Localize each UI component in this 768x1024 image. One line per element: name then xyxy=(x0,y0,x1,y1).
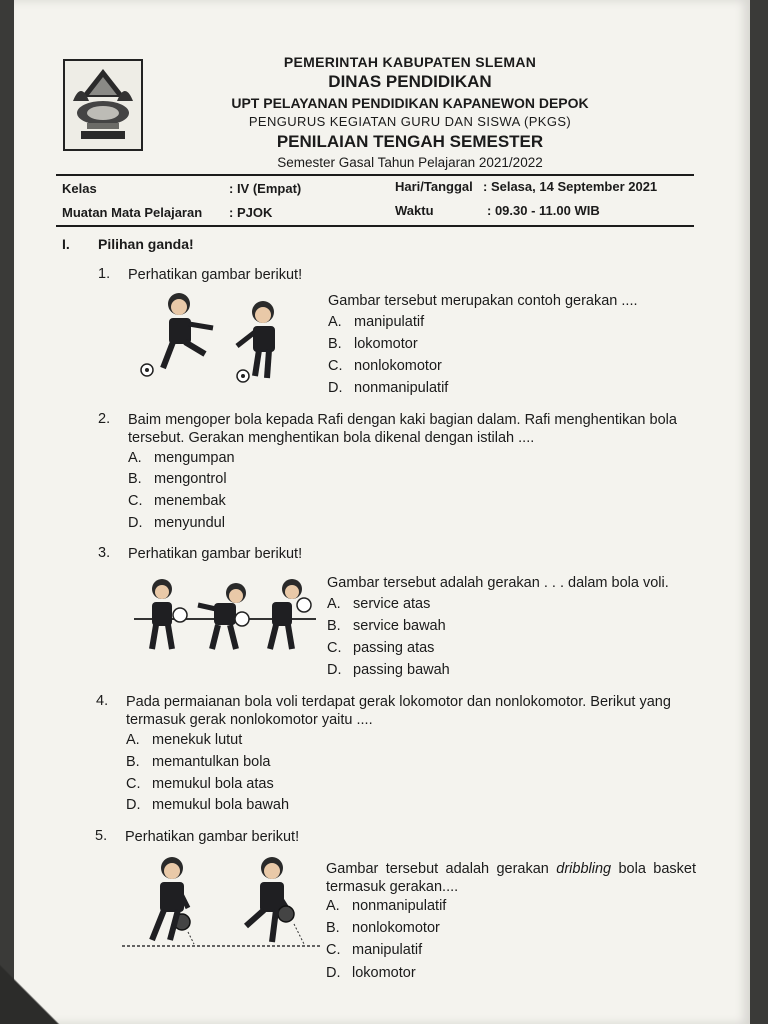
question-4-number: 4. xyxy=(96,693,109,709)
section-title: Pilihan ganda! xyxy=(98,236,194,252)
question-3-text: Gambar tersebut adalah gerakan . . . dalam bola voli. xyxy=(327,575,669,591)
kids-kicking-ball-illustration xyxy=(135,290,285,395)
question-1-option-d[interactable]: D. nonmanipulatif xyxy=(328,380,449,396)
header-office: DINAS PENDIDIKAN xyxy=(328,72,492,91)
regency-crest-icon xyxy=(63,59,143,151)
exam-title: PENILAIAN TENGAH SEMESTER xyxy=(276,132,544,151)
question-3-option-d[interactable]: D. passing bawah xyxy=(327,662,450,678)
question-1-option-b[interactable]: B. lokomotor xyxy=(328,336,418,352)
question-5-text: Gambar tersebut adalah gerakan dribbling bola basket termasuk gerakan.... xyxy=(326,861,696,895)
paper-shadow-corner xyxy=(0,964,60,1024)
question-1-intro: Perhatikan gambar berikut! xyxy=(128,267,303,283)
question-2-text: Baim mengoper bola kepada Rafi dengan kaki bagian dalam. Rafi menghentikan bola tersebut. Gerakan menghentikan bola dikenal dengan istilah .... xyxy=(128,412,677,446)
question-1-number: 1. xyxy=(98,266,111,282)
question-2-number: 2. xyxy=(98,411,111,427)
question-4-option-b[interactable]: B. memantulkan bola xyxy=(126,754,271,770)
question-1-option-c[interactable]: C. nonlokomotor xyxy=(328,358,442,374)
question-5-number: 5. xyxy=(95,828,108,844)
hari-label: Hari/Tanggal xyxy=(395,179,473,194)
question-3-option-b[interactable]: B. service bawah xyxy=(327,618,446,634)
header-upt: UPT PELAYANAN PENDIDIKAN KAPANEWON DEPOK xyxy=(231,95,589,111)
question-2-option-a[interactable]: A. mengumpan xyxy=(128,450,235,466)
question-2-option-d[interactable]: D. menyundul xyxy=(128,515,225,531)
info-divider xyxy=(56,225,694,227)
question-3-number: 3. xyxy=(98,545,111,561)
question-5-option-b[interactable]: B. nonlokomotor xyxy=(326,920,440,936)
section-number: I. xyxy=(62,236,70,252)
question-3-option-c[interactable]: C. passing atas xyxy=(327,640,435,656)
question-4-option-d[interactable]: D. memukul bola bawah xyxy=(126,797,290,813)
header-divider xyxy=(56,174,694,176)
question-3-intro: Perhatikan gambar berikut! xyxy=(128,546,303,562)
question-1-option-a[interactable]: A. manipulatif xyxy=(328,314,425,330)
header-pkgs: PENGURUS KEGIATAN GURU DAN SISWA (PKGS) xyxy=(248,114,572,129)
question-4-option-c[interactable]: C. memukul bola atas xyxy=(126,776,274,792)
hari-value: : Selasa, 14 September 2021 xyxy=(483,179,658,194)
kids-dribbling-basketball-illustration xyxy=(122,852,322,957)
kelas-label: Kelas xyxy=(62,181,97,196)
header-government: PEMERINTAH KABUPATEN SLEMAN xyxy=(283,54,537,70)
question-5-option-a[interactable]: A. nonmanipulatif xyxy=(326,898,447,914)
kelas-value: : IV (Empat) xyxy=(229,181,302,196)
question-1-text: Gambar tersebut merupakan contoh gerakan .... xyxy=(328,293,638,309)
kids-volleyball-serve-illustration xyxy=(132,575,318,664)
mapel-value: : PJOK xyxy=(229,205,273,220)
mapel-label: Muatan Mata Pelajaran xyxy=(62,205,203,220)
waktu-label: Waktu xyxy=(395,203,434,218)
question-2-option-b[interactable]: B. mengontrol xyxy=(128,471,227,487)
question-4-text: Pada permaianan bola voli terdapat gerak lokomotor dan nonlokomotor. Berikut yang termasuk gerak nonlokomotor yaitu .... xyxy=(126,694,671,728)
question-2-option-c[interactable]: C. menembak xyxy=(128,493,226,509)
question-4-option-a[interactable]: A. menekuk lutut xyxy=(126,732,243,748)
exam-semester: Semester Gasal Tahun Pelajaran 2021/2022 xyxy=(277,155,543,170)
question-3-option-a[interactable]: A. service atas xyxy=(327,596,431,612)
question-5-option-c[interactable]: C. manipulatif xyxy=(326,942,423,958)
waktu-value: : 09.30 - 11.00 WIB xyxy=(487,203,600,218)
question-5-intro: Perhatikan gambar berikut! xyxy=(125,829,300,845)
question-5-option-d[interactable]: D. lokomotor xyxy=(326,965,416,981)
